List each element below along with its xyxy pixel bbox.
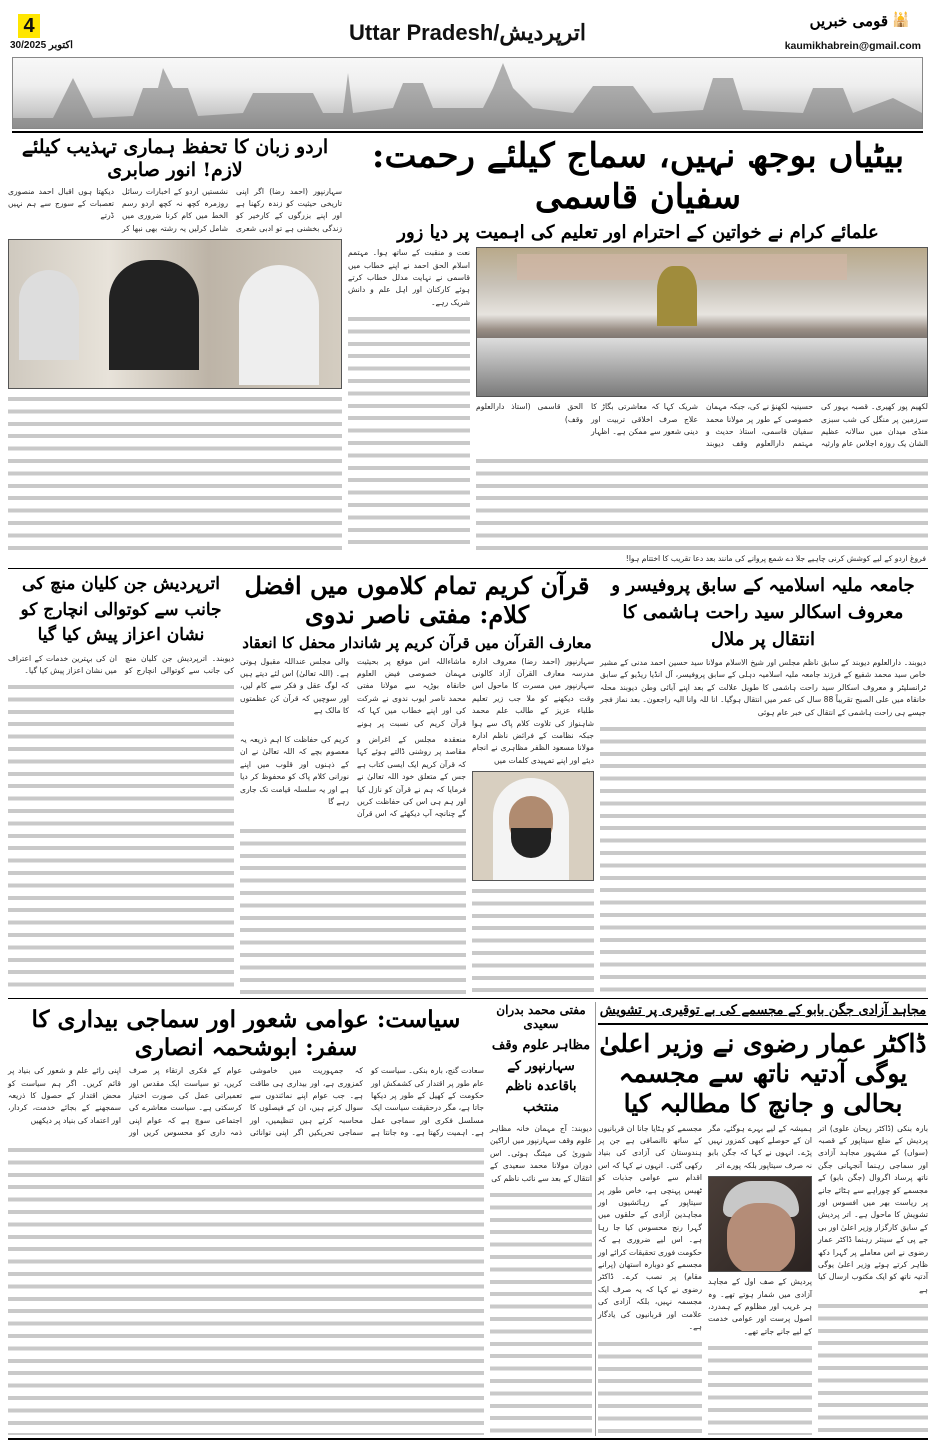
top-row-closing-lines: فروغ اردو کے لیے کوشش کرنی چاہیے جلا دے شمع پروانے کی مانند بعد دعا تقریب کا اختتام ہوا!: [625, 554, 926, 563]
kotwali-article: [8, 572, 234, 994]
main-body-continued: [476, 455, 928, 550]
saeedi-headline: مظاہر علوم وقف سہارنپور کے باقاعدہ ناظم منتخب: [491, 1037, 591, 1116]
rizvi-body-middle-continued: [708, 1342, 812, 1435]
main-body: لکھیم پور کھیری۔ قصبہ بہور کی سرزمین پر منگل کی شب سبزی منڈی میدان میں سالانہ عظیم الشان یک روزہ اجلاس عام وارثیہ حسینیہ لکھنؤ نے کی، جبکہ مہمان خصوصی کے طور پر مولانا محمد سفیان قاسمی، استاذ حدیث و مہتمم دارالعلوم وقف دیوبند شریک کہا کہ معاشرتی بگاڑ کا علاج صرف اخلاقی تربیت اور دینی شعور سے ممکن ہے۔ اظہار الحق قاسمی (استاذ دارالعلوم وقف): [476, 402, 928, 449]
contact-email: kaumikhabrein@gmail.com: [784, 40, 921, 52]
urdu-language-headline: اردو زبان کا تحفظ ہماری تہذیب کیلئے لازم! انور صابری: [21, 136, 329, 181]
quran-body-right: سہارنپور (احمد رضا) معروف ادارہ مدرسہ معارف القرآن آزاد کالونی سہارنپور میں مسرت کا ماحول اس وقت دیکھنے کو ملا جب زیر تعلیم طلباء عزیز کے طالب علم محمد شاہنواز کی تلاوت کلام پاک سے ہوا جبکہ نظامت کے فرائض ناظم ادارہ مولانا مسعود الظفر مظاہری نے انجام دیئے اور اپنے تمہیدی کلمات میں: [472, 656, 594, 765]
rizvi-strap: مجاہد آزادی جگن بابو کے مجسمے کی بے توقیری پر تشویش: [599, 1003, 927, 1018]
saeedi-name: مفتی محمد بدران سعیدی: [496, 1003, 586, 1032]
masthead-logo-icon: 🕌: [892, 12, 910, 28]
main-article: [348, 136, 928, 550]
quran-body-continued: [240, 825, 466, 994]
issue-date: 30/اکتوبر 2025: [10, 40, 73, 51]
quran-headline: قرآن کریم تمام کلاموں میں افضل کلام: مفتی ناصر ندوی: [244, 571, 590, 629]
rizvi-body-middle-top: ہمیشہ کے لیے بہرے ہوگئے، مگر ان کے حوصلے کبھی کمزور نہیں پڑے۔ انہوں نے کہا کہ جگن بابو نہ صرف سیتاپور بلکہ پورے اتر: [708, 1123, 812, 1170]
rizvi-headline: ڈاکٹر عمار رضوی نے وزیر اعلیٰ یوگی آدتیہ ناتھ سے مجسمہ بحالی و جانچ کا مطالبہ کیا: [599, 1028, 927, 1118]
main-body-left-continued: [348, 313, 470, 550]
quran-body-right-continued: [472, 885, 594, 994]
siyasat-body-continued: [8, 1144, 484, 1435]
rizvi-article: [598, 1003, 928, 1435]
rizvi-body-middle: پردیش کے صف اول کے مجاہد آزادی میں شمار ہوتے تھے۔ وہ ہر غریب اور مظلوم کے ہمدرد، اصول پرست اور عوامی خدمت کے لیے جانے جاتے تھے۔: [708, 1277, 812, 1336]
main-headline: بیٹیاں بوجھ نہیں، سماج کیلئے رحمت: سفیان قاسمی: [371, 136, 905, 217]
siyasat-headline: سیاست: عوامی شعور اور سماجی بیداری کا سفر: ابوشحمہ انصاری: [31, 1006, 461, 1061]
hashmi-body: دیوبند۔ دارالعلوم دیوبند کے سابق ناظم مجلس اور شیخ الاسلام مولانا سید حسین احمد مدنی کے مشیر خاص سید محمد شفیع کے فرزند جامعہ ملیہ اسلامیہ دہلی کے سابق پروفیسر، آل انڈیا ریڈیو کے سابق ٹرانسلیٹر و معروف اسکالر سید راحت ہاشمی کا طویل علالت کے بعد اپنے آبائی وطن دیوبند محلہ خانقاہ میں علی الصبح تقریباً 88 سال کی عمر میں انتقال ہوگیا۔ انا للہ وانا الیہ راجعون۔ بعد نماز فجر جیسے ہی راحت ہاشمی کے انتقال کی خبر عام ہوئی: [600, 658, 926, 717]
masthead: قومی خبریں: [809, 12, 888, 30]
saeedi-body-continued: [490, 1189, 592, 1435]
quran-body: ماشاءاللہ اس موقع پر بحیثیت مہمان خصوصی فیض العلوم خانقاہ بوڑیہ سے مولانا مفتی محمد ناصر ایوب ندوی نے شرکت کی اور اپنے خطاب میں کہا کہ قرآن کریم کی نسبت پر ہونے والی مجلس عنداللہ مقبول ہوتی ہے۔ (اللہ تعالیٰ) اس لئے دیتے ہیں کہ لوگ عقل و فکر سے کام لیں، اور سوچیں کہ قرآن کن عظمتوں کا مالک ہے: [240, 656, 466, 728]
urdu-language-body-continued: [8, 393, 342, 550]
kotwali-body-continued: [8, 681, 234, 994]
main-subheadline: علمائے کرام نے خواتین کے احترام اور تعلیم کی اہمیت پر دیا زور: [397, 221, 879, 243]
hashmi-article: [600, 572, 926, 994]
section-title: Uttar Pradesh/اترپردیش: [349, 20, 586, 45]
rizvi-body-left-continued: [598, 1338, 702, 1436]
hashmi-body-continued: [600, 723, 926, 994]
rizvi-body-continued: [818, 1300, 928, 1435]
page-number: 4: [18, 14, 40, 38]
rizvi-body-left: مجسمے کو ہٹایا جانا ان قربانیوں کے ساتھ ناانصافی ہے جن پر ہندوستان کی آزادی کی بنیاد رکھی گئی۔ انہوں نے کہا کہ اس اقدام سے عوامی جذبات کو ٹھیس پہنچی ہے، خاص طور پر سیتاپور کے رہائشیوں اور مجاہدین آزادی کے حلقوں میں گہرا رنج محسوس کیا جا رہا ہے۔ اس لیے ضروری ہے کہ حکومت فوری تحقیقات کرائے اور مجسمے کو دوبارہ استھان (پرانے مقام) پر نصب کرے۔ ڈاکٹر رضوی نے کہا کہ یہ صرف ایک مجسمہ نہیں، بلکہ آزادی کی علامت اور قربانیوں کی یادگار ہے۔: [598, 1123, 702, 1332]
kotwali-body: دیوبند۔ اترپردیش جن کلیان منچ کی جانب سے کوتوالی انچارج کو ان کی بہترین خدمات کے اعتراف میں نشان اعزاز پیش کیا گیا۔: [8, 653, 234, 675]
siyasat-body: سعادت گنج، بارہ بنکی۔ سیاست کو عام طور پر اقتدار کی کشمکش اور حکومت کے کھیل کے طور پر دیکھا جاتا ہے، مگر درحقیقت سیاست ایک مسلسل فکری اور سماجی عمل ہے۔ اہمیت رکھتا ہے۔ وہ جانتا ہے کہ جمہوریت میں خاموشی کمزوری ہے، اور بیداری ہی طاقت ہے۔ جب عوام اپنے نمائندوں سے سوال کرتے ہیں، ان کے فیصلوں کا محاسبہ کرتے ہیں تنظیمیں، اور سماجی تحریکیں اگر اپنی توانائی عوام کے فکری ارتقاء پر صرف کریں، تو سیاست ایک مقدس اور تعمیراتی عمل کی صورت اختیار کرسکتی ہے۔ سیاست معاشرے کی اجتماعی سوچ ہے کہ عوام اپنی ذمہ داری کو محسوس کریں اور اپنی رائے علم و شعور کی بنیاد پر قائم کریں۔ اگر ہم سیاست کو محض اقتدار کے حصول کا ذریعہ سمجھنے کے بجائے خدمت، کردار، اور اعتماد کی بنیاد پر دیکھیں: [8, 1066, 484, 1138]
rizvi-body: بارہ بنکی (ڈاکٹر ریحان علوی) اتر پردیش کے ضلع سیتاپور کے قصبہ (سواں) کے مشہور مجاہد آزادی اور سماجی رہنما آنجہانی جگن ناتھ پرساد اگروال (جگن بابو) کے مجسمے کو چوراہے سے ہٹائے جانے پر ریاست بھر میں افسوس اور تشویش کا ماحول ہے۔ اتر پردیش کے سابق کارگزار وزیر اعلیٰ اور بی جے پی کے سینئر رہنما ڈاکٹر عمار رضوی نے اس معاملے پر گہرا دکھ ظاہر کرتے ہوئے وزیر اعلیٰ یوگی آدتیہ ناتھ کو ایک مکتوب ارسال کیا ہے: [818, 1123, 928, 1294]
saeedi-article: [490, 1003, 592, 1435]
urdu-language-body: سہارنپور (احمد رضا) اگر اپنی تاریخی حیثیت کو زندہ رکھنا ہے اور اپنے بزرگوں کے کارخیر کو زندگی بخشنی ہے تو ادبی شعری نشستیں اردو کے اخبارات رسائل روزمرہ کچھ نہ کچھ اردو رسم الخط میں کام کرنا ضروری میں شامل کرلیں یہ رشتہ بھی نبھا کر دیکھتا ہوں اقبال احمد منصوری تعصبات کے سورج سے ہم نہیں ڈرتے: [8, 186, 342, 233]
quran-subheadline: معارف القرآن میں قرآن کریم پر شاندار محفل کا انعقاد: [242, 633, 592, 652]
dr-ammar-rizvi-photo: [708, 1176, 812, 1272]
mufti-nasir-photo: [472, 771, 594, 881]
kotwali-headline: اترپردیش جن کلیان منچ کی جانب سے کوتوالی انچارج کو نشان اعزاز پیش کیا گیا: [20, 574, 222, 645]
quran-article: [240, 572, 594, 994]
urdu-language-photo: [8, 239, 342, 389]
main-body-left-column: نعت و منقبت کے ساتھ ہوا۔ مہتمم اسلام الحق احمد نے اپنے خطاب میں قاسمی نے نہایت مدلل خطاب کرتے ہوئے کارکنان اور اہل علم و دانش شریک رہے۔: [348, 248, 470, 307]
main-article-photo: [476, 247, 928, 397]
siyasat-article: [8, 1006, 484, 1435]
quran-photo-caption: منعقدہ مجلس کے اغراض و مقاصد پر روشنی ڈالتے ہوئے کہا کہ قرآن کریم ایک ایسی کتاب ہے جس کے متعلق خود اللہ تعالیٰ نے فرمایا کہ ہم نے قرآن کو نازل کیا اور ہم ہی اس کی حفاظت کریں گے چنانچہ آپ دیکھئے کہ اس قرآن کریم کی حفاظت کا اہم ذریعہ یہ معصوم بچے کہ اللہ تعالیٰ نے ان کے ذہنوں اور قلوب میں اپنے نورانی کلام پاک کو محفوظ کر دیا ہے اور یہ سلسلہ قیامت تک جاری رہے گا: [240, 735, 466, 819]
skyline-banner: [12, 57, 923, 129]
saeedi-body: دیوبند: آج مہمان خانہ مظاہر علوم وقف سہارنپور میں اراکین شوریٰ کی میٹنگ ہوئی۔ اس دوران مولانا محمد سعیدی کے انتقال کے بعد سے نائب ناظم کی: [490, 1123, 592, 1183]
urdu-language-article: [8, 136, 342, 550]
hashmi-headline: جامعہ ملیہ اسلامیہ کے سابق پروفیسر و معروف اسکالر سید راحت ہاشمی کا انتقال پر ملال: [611, 575, 915, 650]
